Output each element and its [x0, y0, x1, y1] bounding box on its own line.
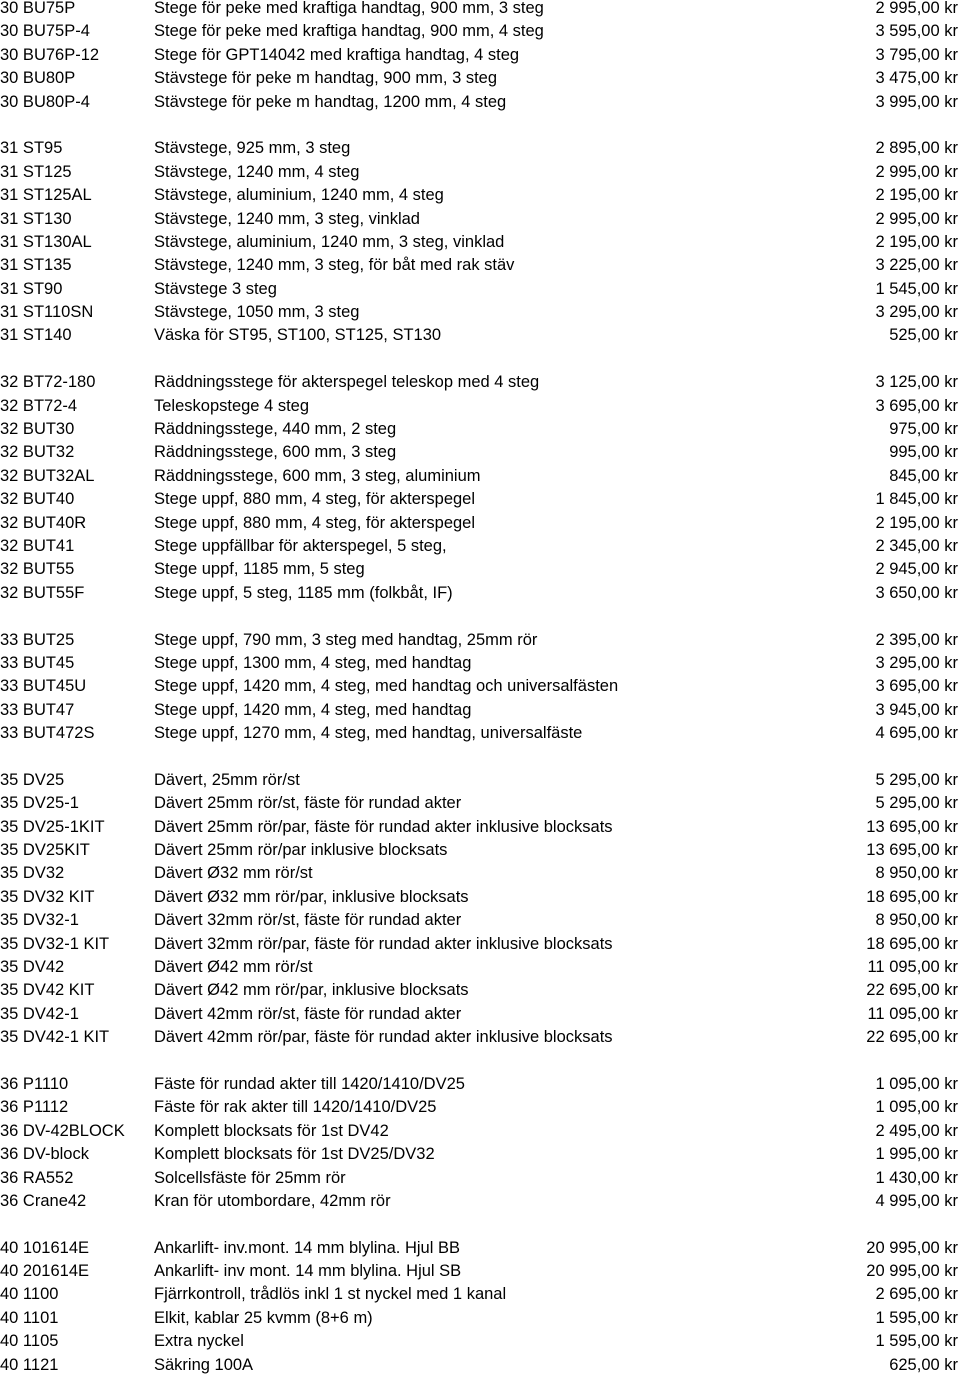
product-price: 20 995,00 kr — [866, 1238, 958, 1257]
product-description: Komplett blocksats för 1st DV25/DV32 — [154, 1145, 435, 1164]
product-code: 35 DV25-1 — [0, 794, 79, 813]
product-price: 2 945,00 kr — [875, 560, 958, 579]
product-code: 31 ST110SN — [0, 303, 94, 322]
table-row — [0, 208, 960, 231]
product-code: 35 DV42-1 KIT — [0, 1028, 110, 1047]
product-code: 36 RA552 — [0, 1168, 74, 1187]
product-code: 32 BUT41 — [0, 536, 75, 555]
product-description: Stävstege 3 steg — [154, 279, 277, 298]
table-row — [0, 675, 960, 698]
product-price: 2 395,00 kr — [875, 630, 958, 649]
product-price: 13 695,00 kr — [866, 841, 958, 860]
product-description: Dävert Ø42 mm rör/st — [154, 958, 313, 977]
product-price: 1 845,00 kr — [875, 490, 958, 509]
product-code: 30 BU80P — [0, 69, 76, 88]
product-description: Dävert 25mm rör/par inklusive blocksats — [154, 841, 448, 860]
product-description: Dävert Ø32 mm rör/st — [154, 864, 313, 883]
product-description: Stege för GPT14042 med kraftiga handtag, 4 steg — [154, 45, 520, 64]
table-row — [0, 44, 960, 67]
product-price: 2 895,00 kr — [875, 139, 958, 158]
product-price: 2 495,00 kr — [875, 1121, 958, 1140]
product-code: 36 DV-block — [0, 1145, 89, 1164]
product-code: 36 P1112 — [0, 1098, 69, 1117]
table-row — [0, 67, 960, 90]
table-row — [0, 816, 960, 839]
table-row — [0, 324, 960, 347]
product-description: Säkring 100A — [154, 1355, 254, 1374]
product-description: Stävstege för peke m handtag, 900 mm, 3 steg — [154, 69, 498, 88]
product-description: Stege uppfällbar för akterspegel, 5 steg, — [154, 536, 447, 555]
product-description: Räddningsstege, 600 mm, 3 steg — [154, 443, 397, 462]
product-code: 35 DV42 — [0, 958, 65, 977]
product-price: 975,00 kr — [889, 420, 958, 439]
product-description: Kran för utombordare, 42mm rör — [154, 1191, 391, 1210]
product-price: 2 695,00 kr — [875, 1285, 958, 1304]
table-row — [0, 652, 960, 675]
product-price: 1 595,00 kr — [875, 1308, 958, 1327]
product-code: 30 BU80P-4 — [0, 92, 90, 111]
product-code: 31 ST95 — [0, 139, 63, 158]
product-description: Räddningsstege, 600 mm, 3 steg, aluminium — [154, 466, 481, 485]
product-code: 31 ST140 — [0, 326, 72, 345]
product-code: 33 BUT45U — [0, 677, 87, 696]
product-description: Dävert Ø32 mm rör/par, inklusive blocksats — [154, 887, 469, 906]
product-code: 33 BUT47 — [0, 700, 75, 719]
product-price: 3 695,00 kr — [875, 677, 958, 696]
product-description: Dävert Ø42 mm rör/par, inklusive blocksats — [154, 981, 469, 1000]
table-row — [0, 91, 960, 114]
product-code: 35 DV25 — [0, 770, 65, 789]
product-price: 3 650,00 kr — [875, 583, 958, 602]
product-price: 22 695,00 kr — [866, 981, 958, 1000]
product-price: 2 995,00 kr — [875, 0, 958, 17]
product-price: 525,00 kr — [889, 326, 958, 345]
product-code: 32 BUT40 — [0, 490, 75, 509]
product-description: Fäste för rak akter till 1420/1410/DV25 — [154, 1098, 437, 1117]
product-description: Stege uppf, 1270 mm, 4 steg, med handtag, universalfäste — [154, 724, 583, 743]
product-code: 32 BUT40R — [0, 513, 87, 532]
product-description: Dävert 32mm rör/st, fäste för rundad akter — [154, 911, 462, 930]
product-description: Stävstege, 925 mm, 3 steg — [154, 139, 351, 158]
table-row — [0, 1237, 960, 1260]
table-row — [0, 933, 960, 956]
product-group — [0, 371, 960, 605]
product-price: 2 195,00 kr — [875, 186, 958, 205]
table-row — [0, 418, 960, 441]
product-price: 2 195,00 kr — [875, 513, 958, 532]
product-price: 2 195,00 kr — [875, 232, 958, 251]
table-row — [0, 371, 960, 394]
product-description: Ankarlift- inv mont. 14 mm blylina. Hjul SB — [154, 1262, 462, 1281]
table-row — [0, 1073, 960, 1096]
table-row — [0, 231, 960, 254]
product-price: 8 950,00 kr — [875, 911, 958, 930]
product-description: Stege uppf, 880 mm, 4 steg, för akterspegel — [154, 513, 476, 532]
table-row — [0, 792, 960, 815]
table-row — [0, 278, 960, 301]
product-description: Elkit, kablar 25 kvmm (8+6 m) — [154, 1308, 373, 1327]
product-description: Ankarlift- inv.mont. 14 mm blylina. Hjul BB — [154, 1238, 460, 1257]
product-description: Räddningsstege för akterspegel teleskop med 4 steg — [154, 373, 540, 392]
product-description: Komplett blocksats för 1st DV42 — [154, 1121, 389, 1140]
product-description: Stävstege, 1240 mm, 3 steg, för båt med rak stäv — [154, 256, 515, 275]
product-price: 4 995,00 kr — [875, 1191, 958, 1210]
product-price: 20 995,00 kr — [866, 1262, 958, 1281]
product-code: 35 DV25-1KIT — [0, 817, 105, 836]
product-price: 8 950,00 kr — [875, 864, 958, 883]
product-description: Stege uppf, 1420 mm, 4 steg, med handtag — [154, 700, 472, 719]
product-code: 32 BT72-4 — [0, 396, 78, 415]
table-row — [0, 1143, 960, 1166]
product-code: 40 1121 — [0, 1355, 59, 1374]
table-row — [0, 1120, 960, 1143]
product-code: 40 201614E — [0, 1262, 90, 1281]
table-row — [0, 956, 960, 979]
product-code: 32 BT72-180 — [0, 373, 96, 392]
table-row — [0, 20, 960, 43]
product-code: 40 1100 — [0, 1285, 59, 1304]
table-row — [0, 1307, 960, 1330]
product-description: Dävert 42mm rör/st, fäste för rundad akter — [154, 1004, 462, 1023]
product-code: 35 DV32 — [0, 864, 65, 883]
product-description: Stege uppf, 1185 mm, 5 steg — [154, 560, 365, 579]
table-row — [0, 441, 960, 464]
table-row — [0, 886, 960, 909]
product-description: Räddningsstege, 440 mm, 2 steg — [154, 420, 397, 439]
product-price: 3 475,00 kr — [875, 69, 958, 88]
product-price: 625,00 kr — [889, 1355, 958, 1374]
product-code: 32 BUT32AL — [0, 466, 95, 485]
table-row — [0, 184, 960, 207]
product-price: 3 795,00 kr — [875, 45, 958, 64]
table-row — [0, 862, 960, 885]
product-code: 35 DV32 KIT — [0, 887, 95, 906]
table-row — [0, 512, 960, 535]
product-code: 32 BUT32 — [0, 443, 75, 462]
product-group — [0, 1073, 960, 1213]
table-row — [0, 465, 960, 488]
product-group — [0, 0, 960, 114]
table-row — [0, 1330, 960, 1353]
product-code: 40 101614E — [0, 1238, 90, 1257]
product-price: 4 695,00 kr — [875, 724, 958, 743]
table-row — [0, 0, 960, 20]
product-description: Stävstege för peke m handtag, 1200 mm, 4 steg — [154, 92, 507, 111]
table-row — [0, 137, 960, 160]
table-row — [0, 722, 960, 745]
product-description: Stege uppf, 1420 mm, 4 steg, med handtag och universalfästen — [154, 677, 619, 696]
product-description: Stege uppf, 5 steg, 1185 mm (folkbåt, IF) — [154, 583, 453, 602]
table-row — [0, 161, 960, 184]
product-code: 31 ST135 — [0, 256, 72, 275]
product-description: Väska för ST95, ST100, ST125, ST130 — [154, 326, 442, 345]
product-price: 3 295,00 kr — [875, 653, 958, 672]
table-row — [0, 699, 960, 722]
product-price: 3 945,00 kr — [875, 700, 958, 719]
product-description: Fäste för rundad akter till 1420/1410/DV25 — [154, 1074, 465, 1093]
product-description: Stege för peke med kraftiga handtag, 900 mm, 4 steg — [154, 22, 544, 41]
product-description: Stege uppf, 880 mm, 4 steg, för akterspegel — [154, 490, 476, 509]
product-code: 30 BU75P-4 — [0, 22, 90, 41]
product-price: 13 695,00 kr — [866, 817, 958, 836]
table-row — [0, 1260, 960, 1283]
table-row — [0, 1096, 960, 1119]
table-row — [0, 535, 960, 558]
product-description: Stävstege, aluminium, 1240 mm, 4 steg — [154, 186, 444, 205]
product-description: Dävert 32mm rör/par, fäste för rundad akter inklusive blocksats — [154, 934, 613, 953]
table-row — [0, 769, 960, 792]
product-price: 3 995,00 kr — [875, 92, 958, 111]
table-row — [0, 1167, 960, 1190]
product-group — [0, 769, 960, 1050]
product-group — [0, 629, 960, 746]
table-row — [0, 1354, 960, 1377]
table-row — [0, 582, 960, 605]
product-price: 995,00 kr — [889, 443, 958, 462]
table-row — [0, 839, 960, 862]
product-code: 36 Crane42 — [0, 1191, 87, 1210]
product-code: 32 BUT30 — [0, 420, 75, 439]
product-description: Stege för peke med kraftiga handtag, 900 mm, 3 steg — [154, 0, 544, 17]
product-code: 33 BUT45 — [0, 653, 75, 672]
table-row — [0, 1190, 960, 1213]
product-description: Stävstege, 1050 mm, 3 steg — [154, 303, 360, 322]
product-group — [0, 137, 960, 348]
product-price: 5 295,00 kr — [875, 794, 958, 813]
product-code: 30 BU75P — [0, 0, 76, 17]
product-description: Stävstege, 1240 mm, 3 steg, vinklad — [154, 209, 420, 228]
product-group — [0, 1237, 960, 1377]
product-description: Extra nyckel — [154, 1332, 244, 1351]
table-row — [0, 1003, 960, 1026]
product-price: 18 695,00 kr — [866, 887, 958, 906]
product-code: 31 ST125AL — [0, 186, 92, 205]
product-code: 30 BU76P-12 — [0, 45, 100, 64]
product-price: 3 125,00 kr — [875, 373, 958, 392]
product-code: 31 ST130 — [0, 209, 72, 228]
product-description: Stävstege, 1240 mm, 4 steg — [154, 162, 360, 181]
product-price: 1 095,00 kr — [875, 1098, 958, 1117]
product-price: 1 545,00 kr — [875, 279, 958, 298]
product-price: 2 345,00 kr — [875, 536, 958, 555]
product-price: 1 595,00 kr — [875, 1332, 958, 1351]
product-price: 22 695,00 kr — [866, 1028, 958, 1047]
product-code: 31 ST90 — [0, 279, 63, 298]
product-price: 1 430,00 kr — [875, 1168, 958, 1187]
product-code: 31 ST125 — [0, 162, 72, 181]
product-price: 3 295,00 kr — [875, 303, 958, 322]
table-row — [0, 488, 960, 511]
product-price: 845,00 kr — [889, 466, 958, 485]
product-code: 33 BUT25 — [0, 630, 75, 649]
product-code: 32 BUT55F — [0, 583, 85, 602]
table-row — [0, 254, 960, 277]
product-description: Solcellsfäste för 25mm rör — [154, 1168, 346, 1187]
product-code: 32 BUT55 — [0, 560, 75, 579]
product-code: 31 ST130AL — [0, 232, 92, 251]
table-row — [0, 979, 960, 1002]
table-row — [0, 558, 960, 581]
product-description: Teleskopstege 4 steg — [154, 396, 310, 415]
product-description: Dävert 42mm rör/par, fäste för rundad akter inklusive blocksats — [154, 1028, 613, 1047]
table-row — [0, 1283, 960, 1306]
product-description: Stege uppf, 1300 mm, 4 steg, med handtag — [154, 653, 472, 672]
product-description: Dävert 25mm rör/par, fäste för rundad akter inklusive blocksats — [154, 817, 613, 836]
product-description: Fjärrkontroll, trådlös inkl 1 st nyckel med 1 kanal — [154, 1285, 507, 1304]
product-code: 40 1105 — [0, 1332, 59, 1351]
product-description: Dävert, 25mm rör/st — [154, 770, 300, 789]
product-description: Stege uppf, 790 mm, 3 steg med handtag, 25mm rör — [154, 630, 538, 649]
product-code: 33 BUT472S — [0, 724, 95, 743]
table-row — [0, 629, 960, 652]
product-code: 35 DV32-1 — [0, 911, 79, 930]
product-code: 35 DV25KIT — [0, 841, 90, 860]
product-description: Dävert 25mm rör/st, fäste för rundad akter — [154, 794, 462, 813]
product-code: 35 DV42-1 — [0, 1004, 79, 1023]
product-price: 1 995,00 kr — [875, 1145, 958, 1164]
product-code: 40 1101 — [0, 1308, 59, 1327]
table-row — [0, 301, 960, 324]
product-code: 35 DV42 KIT — [0, 981, 95, 1000]
product-price: 18 695,00 kr — [866, 934, 958, 953]
product-description: Stävstege, aluminium, 1240 mm, 3 steg, vinklad — [154, 232, 505, 251]
product-price: 3 225,00 kr — [875, 256, 958, 275]
product-code: 36 DV-42BLOCK — [0, 1121, 125, 1140]
table-row — [0, 909, 960, 932]
product-price: 2 995,00 kr — [875, 162, 958, 181]
product-price: 1 095,00 kr — [875, 1074, 958, 1093]
product-price: 3 695,00 kr — [875, 396, 958, 415]
table-row — [0, 1026, 960, 1049]
product-code: 35 DV32-1 KIT — [0, 934, 110, 953]
table-row — [0, 395, 960, 418]
product-price: 3 595,00 kr — [875, 22, 958, 41]
product-price: 2 995,00 kr — [875, 209, 958, 228]
product-price: 11 095,00 kr — [867, 1004, 958, 1023]
product-price: 11 095,00 kr — [867, 958, 958, 977]
product-price: 5 295,00 kr — [875, 770, 958, 789]
product-code: 36 P1110 — [0, 1074, 69, 1093]
